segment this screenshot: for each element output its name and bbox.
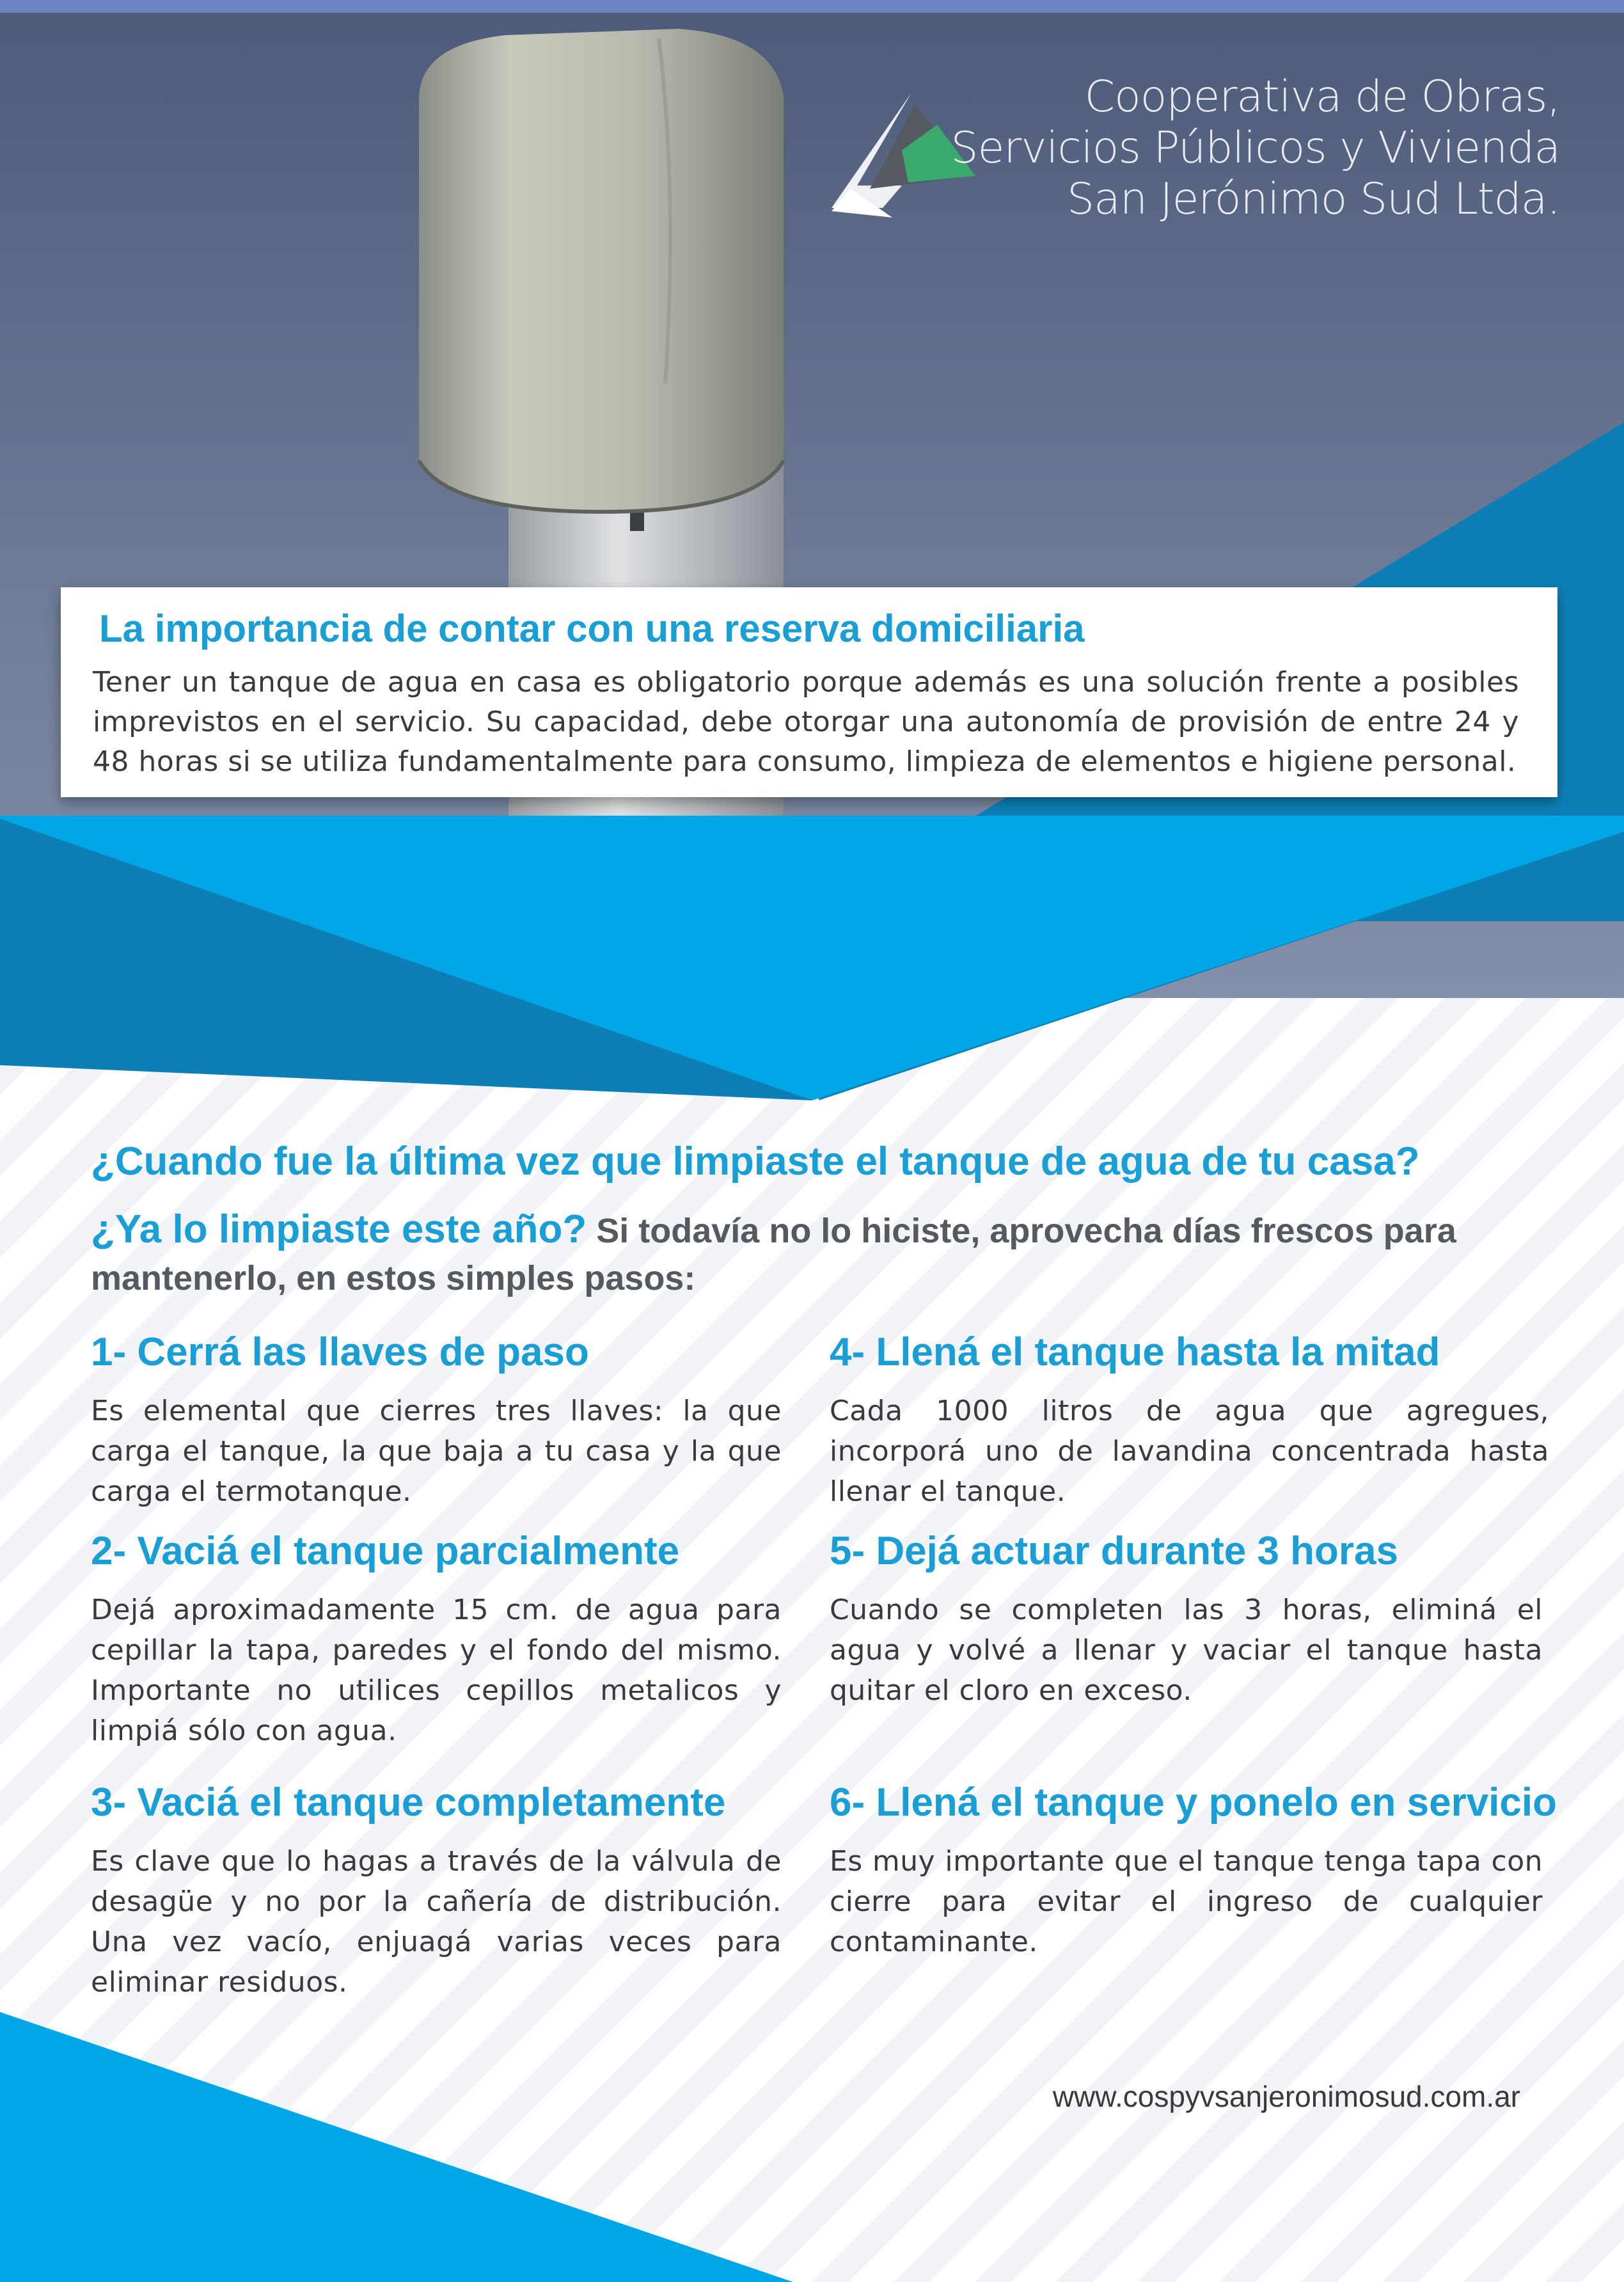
step-6 [830, 1777, 1557, 1962]
step-5 [830, 1526, 1543, 1711]
step-title: 6- Llená el tanque y ponelo en servicio [830, 1780, 1557, 1825]
website-link[interactable]: www.cospyvsanjeronimosud.com.ar [1052, 2080, 1520, 2113]
org-line: San Jerónimo Sud Ltda. [1067, 174, 1560, 225]
intro-title: La importancia de contar con una reserva domiciliaria [99, 607, 1085, 650]
step-text: Dejá aproximadamente 15 cm. de agua para cepillar la tapa, paredes y el fondo del mismo. Importante no utilices cepillos metalicos y limpiá sólo con agua. [91, 1594, 782, 1747]
organization-name [950, 72, 1560, 225]
question-rest: Si todavía no lo hiciste, aprovecha días frescos para mantenerlo, en estos simples pasos: [91, 1212, 1456, 1297]
org-line: Servicios Públicos y Vivienda [950, 123, 1560, 173]
org-line: Cooperativa de Obras, [1084, 72, 1560, 122]
tank-drum [419, 29, 784, 512]
step-4 [830, 1327, 1549, 1512]
step-3 [91, 1777, 782, 2002]
step-2 [91, 1526, 782, 1751]
step-title: 4- Llená el tanque hasta la mitad [830, 1330, 1440, 1374]
step-text: Es clave que lo hagas a través de la válvula de desagüe y no por la cañería de distribución. Una vez vacío, enjuagá varias veces para eliminar residuos. [91, 1845, 782, 1999]
step-text: Es elemental que cierres tres llaves: la que carga el tanque, la que baja a tu casa y la que carga el termotanque. [91, 1395, 782, 1508]
step-title: 5- Dejá actuar durante 3 horas [830, 1529, 1398, 1573]
step-text: Cada 1000 litros de agua que agregues, incorporá uno de lavandina concentrada hasta llenar el tanque. [830, 1395, 1549, 1508]
question-heading: ¿Cuando fue la última vez que limpiaste el tanque de agua de tu casa? [91, 1139, 1420, 1184]
intro-text: Tener un tanque de agua en casa es obligatorio porque además es una solución frente a posibles imprevistos en el servicio. Su capacidad, debe otorgar una autonomía de provisión de entre 24 y 48 horas si se utiliza fundamentalmente para consumo, limpieza de elementos e higiene personal. [93, 666, 1519, 778]
step-text: Es muy importante que el tanque tenga tapa con cierre para evitar el ingreso de cualquier contaminante. [830, 1845, 1543, 1958]
step-title: 2- Vaciá el tanque parcialmente [91, 1529, 680, 1573]
question-subheading [91, 1206, 1530, 1302]
intro-card [61, 587, 1557, 797]
step-1 [91, 1327, 782, 1512]
step-title: 3- Vaciá el tanque completamente [91, 1780, 726, 1825]
step-text: Cuando se completen las 3 horas, eliminá el agua y volvé a llenar y vaciar el tanque hasta quitar el cloro en exceso. [830, 1594, 1543, 1707]
step-title: 1- Cerrá las llaves de paso [91, 1330, 589, 1374]
question-highlight: ¿Ya lo limpiaste este año? [91, 1207, 587, 1251]
